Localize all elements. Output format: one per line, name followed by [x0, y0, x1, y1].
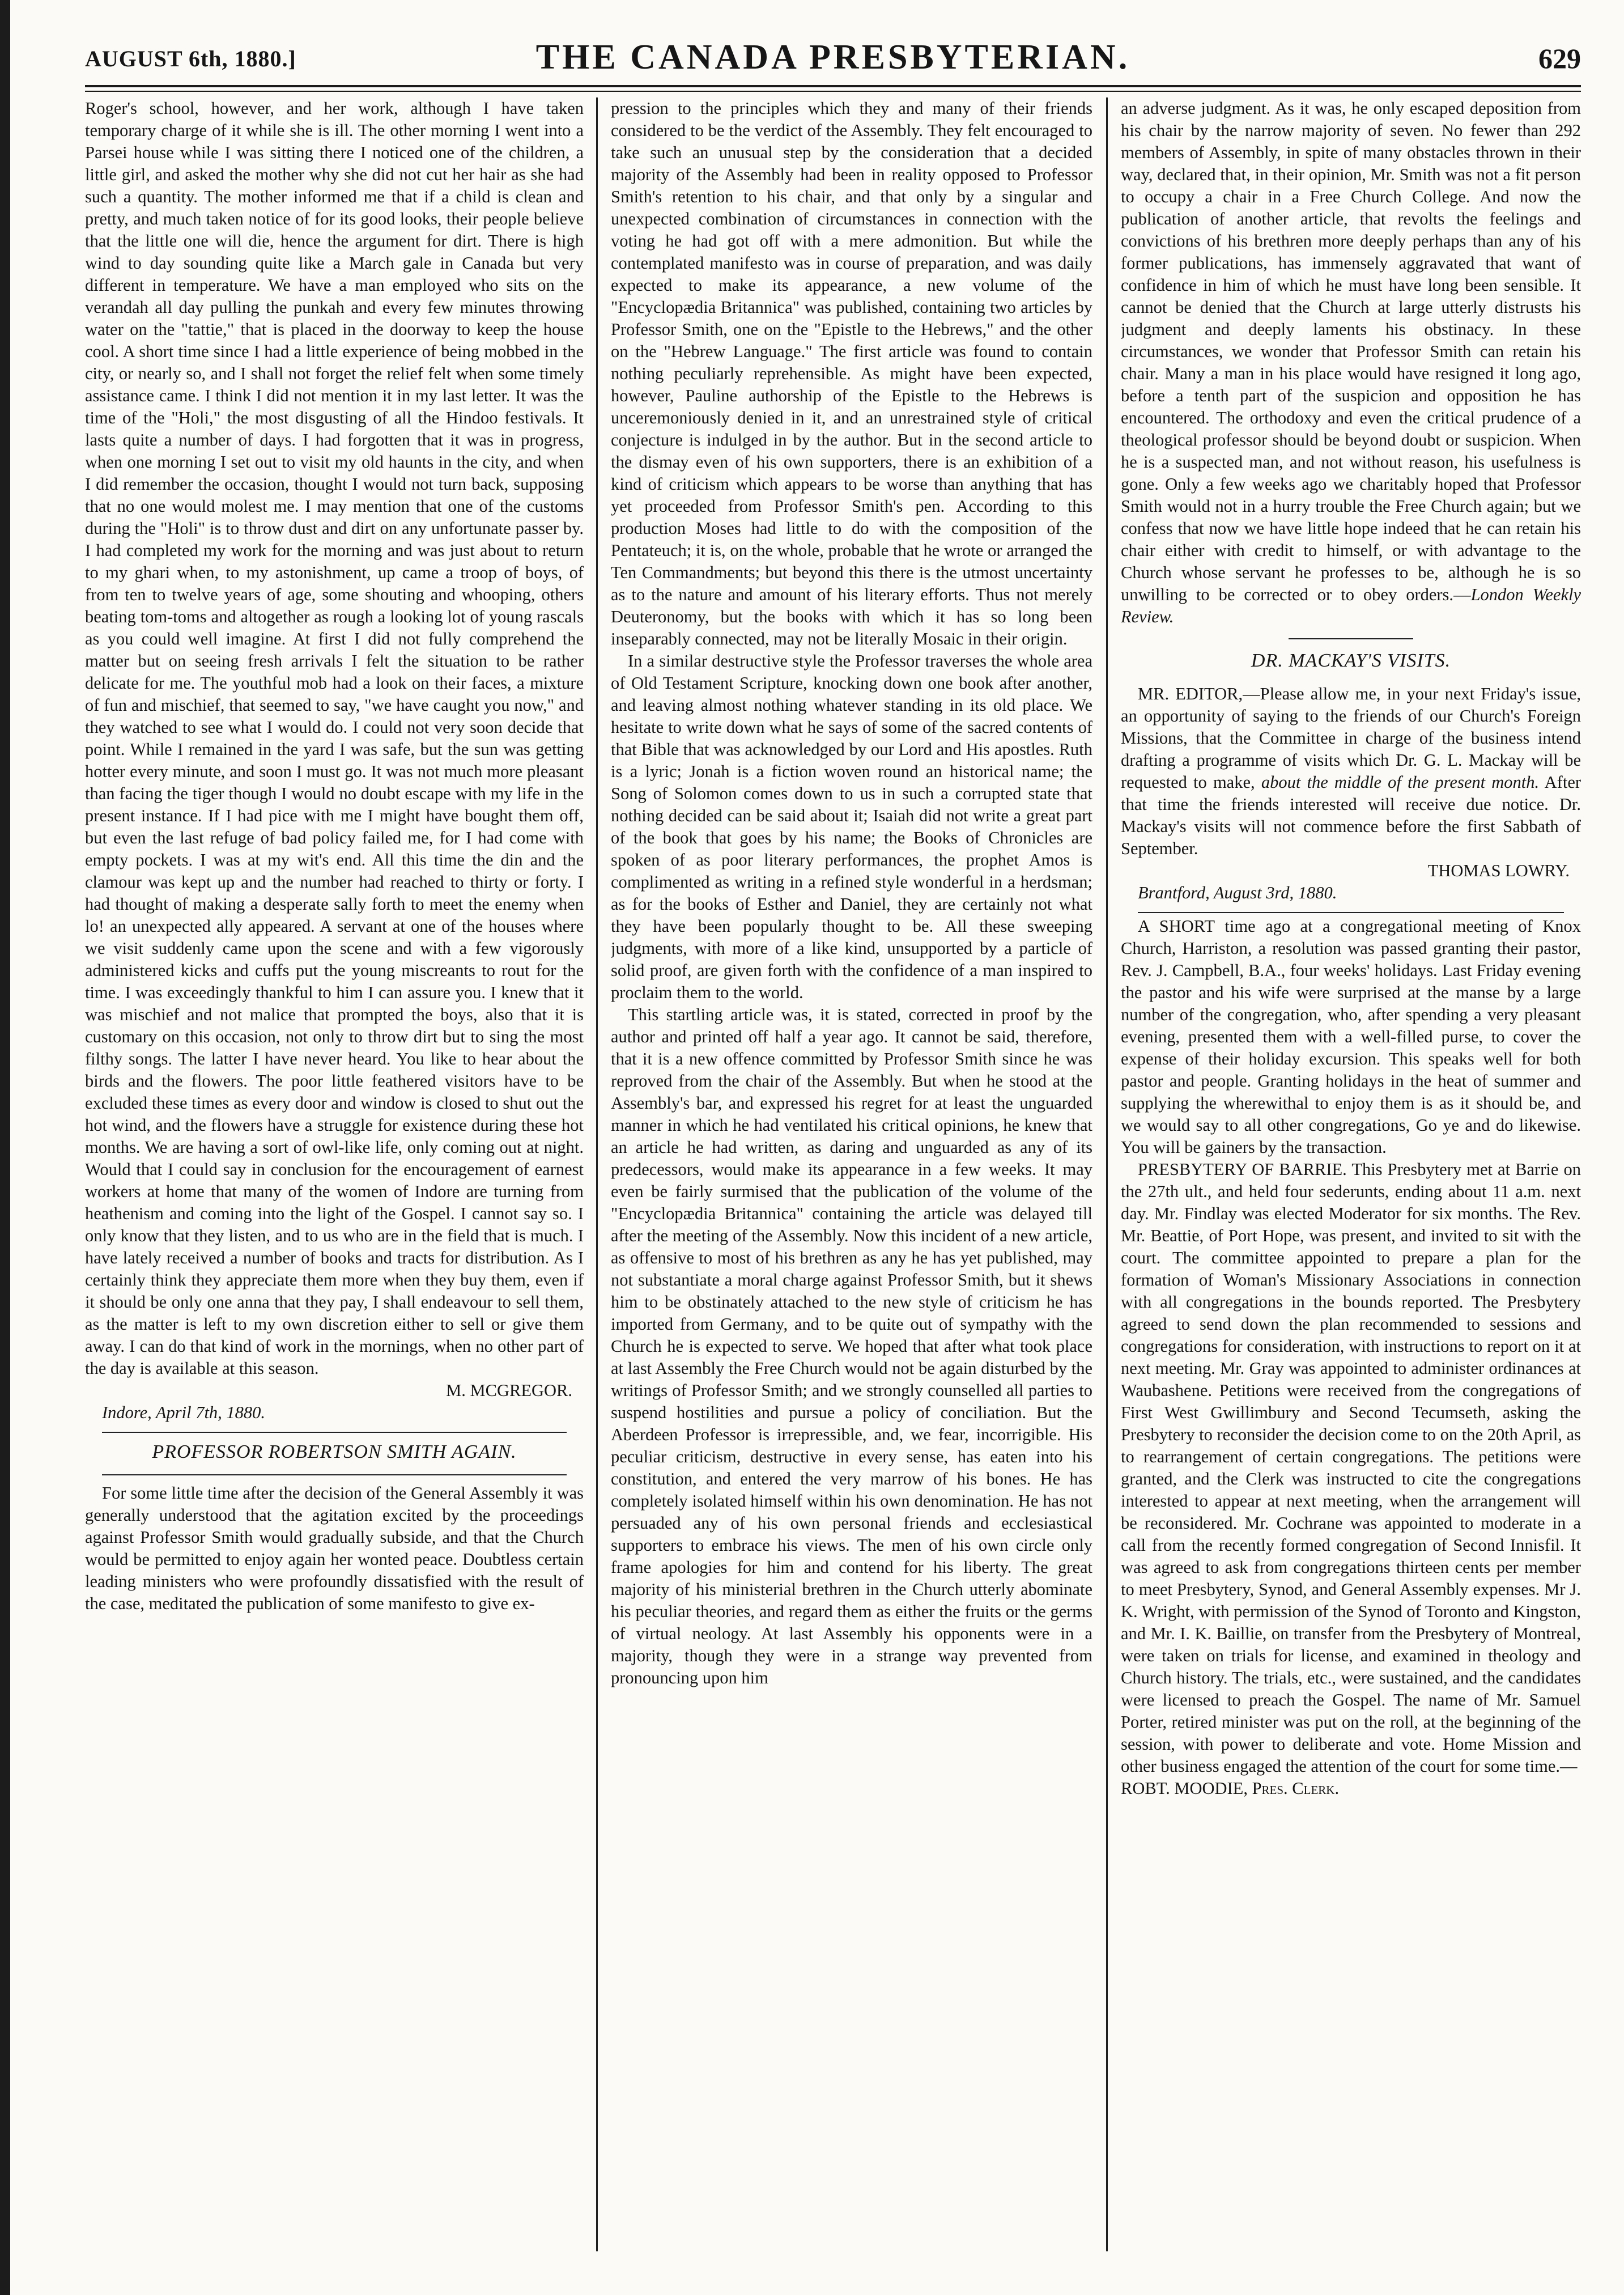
report-signature: ROBT. MOODIE, Pres. Clerk. [1121, 1779, 1340, 1798]
letter-body: Roger's school, however, and her work, although I have taken temporary charge of it while she is ill. The other morning I went into a Parsei house while I was sitting there I noticed one of the children, a little girl, and asked the mother why she did not cut her hair as she had such a quantity. The mother informed me that if a child is clean and pretty, and much taken notice of for its good looks, their people believe that the little one will die, hence the argument for dirt. There is high wind to day sounding quite like a March gale in Canada but very different in temperature. We have a man employed who sits on the verandah all day pulling the punkah and every few minutes throwing water on the "tattie," that is placed in the doorway to keep the house cool. A short time since I had a little experience of being mobbed in the city, or nearly so, and I shall not forget the relief felt when some timely assistance came. I think I did not mention it in my last letter. It was the time of the "Holi," the most disgusting of all the Hindoo festivals. It lasts quite a number of days. I had forgotten that it was in progress, when one morning I set out to visit my old haunts in the city, and when I did remember the occasion, thought I would not turn back, supposing that no one would molest me. I may mention that one of the customs during the "Holi" is to throw dust and dirt on any unfortunate passer by. I had completed my work for the morning and was just about to return to my ghari when, to my astonishment, up came a troop of boys, of from ten to twelve years of age, some shouting and whooping, others beating tom-toms and altogether as rough a looking lot of young rascals as you could well imagine. At first I did not fully comprehend the matter but on seeing fresh arrivals I felt the situation to be rather delicate for me. The youthful mob had a look on their faces, a mixture of fun and mischief, that seemed to say, "we have caught you now," and they watched to see what I would do. I could not very soon decide that point. While I remained in the yard I was safe, but the sun was getting hotter every minute, and soon I must go. It was not much more pleasant than facing the tiger though I would no doubt escape with my life in the present instance. If I had pice with me I might have bought them off, but even the last refuge of bad policy failed me, for I had come with empty pockets. I was at my wit's end. All this time the din and the clamour was kept up and the number had reached to thirty or forty. I had thought of making a desperate sally forth to meet the enemy when lo! an unexpected ally appeared. A servant at one of the houses where we visit suddenly came upon the scene and with a few vigorously administered kicks and cuffs put the young miscreants to rout for the time. I was exceedingly thankful to him I can assure you. I knew that it was mischief and not malice that prompted the boys, also that it is customary on this occasion, not only to throw dirt but to sing the most filthy songs. The latter I have never heard. You like to hear about the birds and the flowers. The poor little feathered visitors have to be excluded these times as every door and window is closed to shut out the hot wind, and the flowers have a struggle for existence during these hot months. We are having a sort of owl-like life, only coming out at night. Would that I could say in conclusion for the encouragement of earnest workers at home that many of the women of Indore are turning from heathenism and coming into the light of the Gospel. I cannot say so. I only know that they listen, and to us who are in the field that is much. I have lately received a number of books and tracts for distribution. As I certainly think they appreciate them more when they buy them, even if it should be only one anna that they pay, I shall endeavour to sell them, as the matter is left to my own discretion either to sell or give them away. I can do that kind of work in the mornings, when no other part of the day is available at this season. [85, 99, 584, 1378]
article-paragraph: This startling article was, it is stated, corrected in proof by the author and printed off half a year ago. It cannot be said, therefore, that it is a new offence committed by Professor Smith since he was reproved from the chair of the Assembly. But when he stood at the Assembly's bar, and expressed his regret for at least the unguarded manner in which he had ventilated his critical opinions, he knew that an article he had written, as daring and unguarded as any of its predecessors, would make its appearance in a few weeks. It may even be fairly surmised that the publication of the volume of the "Encyclopædia Britannica" containing the article was delayed till after the meeting of the Assembly. Now this incident of a new article, as offensive to most of his brethren as any he has yet published, may not substantiate a moral charge against Professor Smith, but it shews him to be obstinately attached to the new style of criticism he has imported from Germany, and to be quite out of sympathy with the Church he is expected to serve. We hoped that after what took place at last Assembly the Free Church would not be again disturbed by the writings of Professor Smith; and we strongly counselled all parties to suspend hostilities and pursue a policy of conciliation. But the Aberdeen Professor is irrepressible, and, we fear, incorrigible. His peculiar criticism, destructive in every sense, has eaten into his constitution, and entered the very marrow of his bones. He has completely isolated himself within his own denomination. He has not persuaded any of his own personal friends and ecclesiastical supporters to embrace his views. The men of his own circle only frame apologies for him and contend for his liberty. The great majority of his ministerial brethren in the Church utterly abominate his peculiar theories, and regard them as either the fruits or the germs of virtual neology. At last Assembly his opponents were in a majority, though they were in a strange way prevented from pronouncing upon him [611, 1005, 1092, 1687]
column-3 [1121, 97, 1581, 2268]
letter-dateline: Brantford, August 3rd, 1880. [1138, 883, 1337, 902]
letter-signature: THOMAS LOWRY. [1427, 861, 1570, 880]
column-1 [85, 97, 584, 2268]
page-header [85, 37, 1581, 83]
section-rule [1138, 912, 1564, 913]
section-rule [102, 1432, 567, 1433]
news-item-knox-church [1121, 915, 1581, 1159]
letter-paragraph [1121, 683, 1581, 860]
news-item-presbytery-barrie [1121, 1159, 1581, 1778]
article-text: an adverse judgment. As it was, he only escaped deposition from his chair by the narrow majority of seven. No fewer than 292 members of Assembly, in spite of many obstacles thrown in their way, declared that, in their opinion, Mr. Smith was not a fit person to occupy a chair in a Free Church College. And now the publication of another article, that revolts the feelings and convictions of his brethren more deeply perhaps than any of his former publications, has immensely aggravated that want of confidence in him of which he must have long been sensible. It cannot be denied that the Church at large utterly distrusts his judgment and deeply laments his obstinacy. In these circumstances, we wonder that Professor Smith can retain his chair. Many a man in his place would have resigned it long ago, before a tenth part of the suspicion and opposition he has encountered. The orthodoxy and even the critical prudence of a theological professor should be beyond doubt or suspicion. When he is a suspected man, and not without reason, his usefulness is gone. Only a few weeks ago we charitably hoped that Professor Smith would not in a hurry trouble the Free Church again; but we confess that now we have little hope indeed that he can retain his chair either with credit to himself, or with advantage to the Church whose servant he professes to be, although he is so unwilling to be corrected or to obey orders. [1121, 99, 1581, 604]
page-number: 629 [1538, 43, 1581, 74]
letter-emphasis: about the middle of the present month. [1261, 773, 1540, 792]
item-lead: PRESBYTERY OF BARRIE. [1138, 1160, 1347, 1179]
column-divider-2 [1106, 97, 1108, 2251]
column-2 [611, 97, 1092, 2268]
article-paragraph: pression to the principles which they and many of their friends considered to be the verdict of the Assembly. They felt encouraged to take such an unusual step by the consideration that a decided majority of the Assembly had been in reality opposed to Professor Smith's retention to his chair, and that only by a singular and unexpected combination of circumstances in connection with the voting he had got off with a mere admonition. But while the contemplated manifesto was in course of preparation, and was daily expected to make its appearance, a new volume of the "Encyclopædia Britannica" was published, containing two articles by Professor Smith, one on the "Epistle to the Hebrews," and the other on the "Hebrew Language." The first article was found to contain nothing peculiarly reprehensible. As might have been expected, however, Pauline authorship of the Epistle to the Hebrews is unceremoniously denied in it, and an unrestrained style of critical conjecture is indulged in by the author. But in the second article to the dismay even of his own supporters, there is an exhibition of a kind of criticism which appears to be worse than anything that has yet proceeded from Professor Smith's pen. According to this production Moses had little to do with the composition of the Pentateuch; it is, on the whole, probable that he wrote or arranged the Ten Commandments; but beyond this there is the utmost uncertainty as to the nature and amount of his literary efforts. Thus not merely Deuteronomy, but the books with which it has so long been inseparably connected, may not be literally Mosaic in their origin. [611, 99, 1092, 648]
item-text: time ago at a congregational meeting of Knox Church, Harriston, a resolution was passed granting their pastor, Rev. J. Campbell, B.A., four weeks' holidays. Last Friday evening the pastor and his wife were surprised at the manse by a large number of the congregation, who, after spending a very pleasant evening, presented them with a well-filled purse, to cover the expense of their holiday excursion. This speaks well for both pastor and people. Granting holidays in the heat of summer and supplying the wherewithal to enjoy them is as it should be, and we would say to all other congregations, Go ye and do likewise. You will be gainers by the transaction. [1121, 917, 1581, 1157]
article-paragraph: In a similar destructive style the Professor traverses the whole area of Old Testament Scripture, knocking down one book after another, and leaving almost nothing whatever standing in its old place. We hesitate to write down what he says of some of the sacred contents of that Bible that was acknowledged by our Lord and His apostles. Ruth is a lyric; Jonah is a fiction woven round an historical name; the Song of Solomon comes down to us in such a corrupted state that nothing decided can be said about it; Isaiah did not write a great part of the book that goes by his name; the Books of Chronicles are spoken of as poor literary performances, the prophet Amos is complimented as writing in a refined style wonderful in a herdsman; as for the books of Esther and Daniel, they are certainly not what they have been popularly thought to be. All these sweeping judgments, with more of a like kind, unsupported by a particle of solid proof, are given forth with the confidence of a man inspired to proclaim them to the world. [611, 651, 1092, 1002]
letter-signature: M. MCGREGOR. [446, 1381, 572, 1400]
letter-text: —Please allow me, in your next Friday's issue, an opportunity of saying to the friends of our Church's Foreign Missions, that the Committee in charge of the business intend drafting a programme of visits which Dr. G. L. Mackay will be requested to make, [1121, 684, 1581, 792]
page-spine-edge [0, 0, 10, 2295]
item-text: This Presbytery met at Barrie on the 27th ult., and held four sederunts, ending about 11 a.m. next day. Mr. Findlay was elected Moderator for six months. The Rev. Mr. Beattie, of Port Hope, was present, and invited to sit with the court. The committee appointed to prepare a plan for the formation of Woman's Missionary Associations in connection with all congregations in the bounds reported. The Presbytery agreed to send down the plan recommended to sessions and congregations for consideration, with instructions to report on it at next meeting. Mr. Gray was appointed to administer ordinances at Waubashene. Petitions were received from the congregations of First West Gwillimbury and Second Tecumseth, asking the Presbytery to reconsider the decision come to on the 20th April, as to rearrangement of certain congregations. The petitions were granted, and the Clerk was instructed to cite the congregations interested to appear at next meeting, when the arrangement will be reconsidered. Mr. Cochrane was appointed to moderate in a call from the recently formed congregation of Second Innisfil. It was agreed to ask from congregations thirteen cents per member to meet Presbytery, Synod, and General Assembly expenses. Mr J. K. Wright, with permission of the Synod of Toronto and Kingston, and Mr. I. K. Baillie, on transfer from the Presbytery of Montreal, were taken on trials for license, and examined in theology and Church history. The trials, etc., were sustained, and the candidates were licensed to preach the Gospel. The name of Mr. Samuel Porter, retired minister was put on the roll, at the beginning of the session, with power to deliberate and vote. Home Mission and other business engaged the attention of the court for some time.— [1121, 1160, 1581, 1776]
section-rule [102, 1474, 567, 1475]
article-heading-robertson-smith: PROFESSOR ROBERTSON SMITH AGAIN. [152, 1441, 517, 1462]
newspaper-title: THE CANADA PRESBYTERIAN. [535, 38, 1130, 77]
article-heading-mackay-visits: DR. MACKAY'S VISITS. [1251, 650, 1451, 671]
header-rule-thick [85, 85, 1581, 87]
column-divider-1 [596, 97, 598, 2251]
item-lead: A SHORT [1138, 917, 1215, 936]
section-rule [1289, 638, 1413, 639]
salutation: MR. EDITOR, [1138, 684, 1243, 703]
letter-text: After that time the friends interested will receive due notice. Dr. Mackay's visits will not commence before the first Sabbath of September. [1121, 773, 1581, 858]
issue-date: AUGUST 6th, 1880.] [85, 46, 296, 71]
header-rule-thin [85, 91, 1581, 92]
article-paragraph: an adverse judgment. As it was, he only escaped deposition from his chair by the narrow majority of seven. No fewer than 292 members of Assembly, in spite of many obstacles thrown in their way, declared that, in their opinion, Mr. Smith was not a fit person to occupy a chair in a Free Church College. And now the publication of another article, that revolts the feelings and convictions of his brethren more deeply perhaps than any of his former publications, has immensely aggravated that want of confidence in him of which he must have long been sensible. It cannot be denied that the Church at large utterly distrusts his judgment and deeply laments his obstinacy. In these circumstances, we wonder that Professor Smith can retain his chair. Many a man in his place would have resigned it long ago, before a tenth part of the suspicion and opposition he has encountered. The orthodoxy and even the critical prudence of a theological professor should be beyond doubt or suspicion. When he is a suspected man, and not without reason, his usefulness is gone. Only a few weeks ago we charitably hoped that Professor Smith would not in a hurry trouble the Free Church again; but we confess that now we have little hope indeed that he can retain his chair either with credit to himself, or with advantage to the Church whose servant he professes to be, although he is so unwilling to be corrected or to obey orders.—London Weekly Review. [1121, 99, 1581, 626]
letter-dateline: Indore, April 7th, 1880. [102, 1403, 266, 1422]
article-paragraph: For some little time after the decision of the General Assembly it was generally understood that the agitation excited by the proceedings against Professor Smith would gradually subside, and that the Church would be permitted to enjoy again her wonted peace. Doubtless certain leading ministers who were profoundly dissatisfied with the result of the case, meditated the publication of some manifesto to give ex- [85, 1483, 584, 1613]
article-source: London Weekly Review. [1121, 585, 1581, 626]
